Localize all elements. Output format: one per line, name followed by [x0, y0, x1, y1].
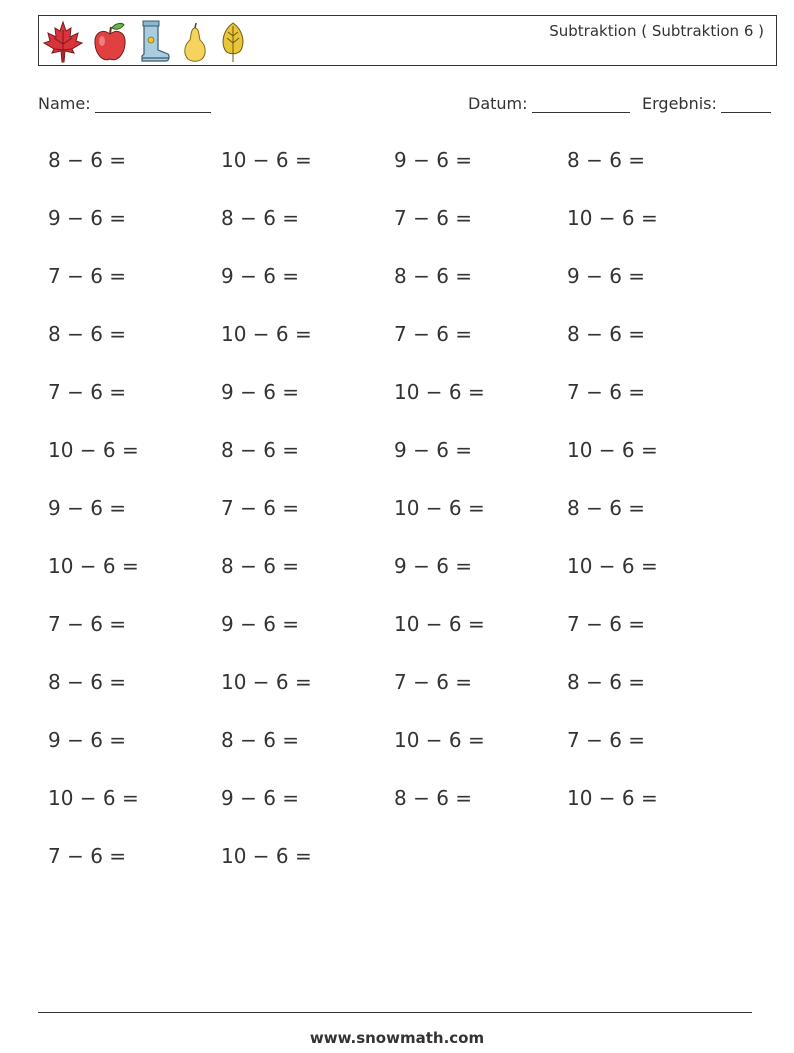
problem-item: 8 − 6 = [48, 670, 127, 694]
problem-item: 10 − 6 = [221, 844, 312, 868]
problem-item: 10 − 6 = [394, 728, 485, 752]
problem-item: 8 − 6 = [221, 554, 300, 578]
problem-item: 10 − 6 = [394, 380, 485, 404]
problem-item: 9 − 6 = [221, 264, 300, 288]
problem-item: 8 − 6 = [48, 148, 127, 172]
problem-item: 10 − 6 = [394, 496, 485, 520]
name-label: Name: [38, 94, 91, 113]
problem-item: 8 − 6 = [48, 322, 127, 346]
problem-item: 10 − 6 = [48, 786, 139, 810]
problem-item: 7 − 6 = [394, 670, 473, 694]
problem-item: 10 − 6 = [221, 322, 312, 346]
problem-item: 9 − 6 = [394, 554, 473, 578]
problem-item: 10 − 6 = [221, 670, 312, 694]
problem-item: 9 − 6 = [394, 438, 473, 462]
problem-item: 8 − 6 = [221, 438, 300, 462]
date-label: Datum: [468, 94, 528, 113]
problem-item: 7 − 6 = [48, 380, 127, 404]
problem-item: 7 − 6 = [221, 496, 300, 520]
problem-item: 9 − 6 = [221, 380, 300, 404]
problem-item: 9 − 6 = [48, 496, 127, 520]
problem-item: 9 − 6 = [48, 206, 127, 230]
problem-item: 8 − 6 = [567, 322, 646, 346]
problem-item: 8 − 6 = [221, 728, 300, 752]
footer-website: www.snowmath.com [309, 1029, 485, 1047]
problem-item: 8 − 6 = [567, 496, 646, 520]
result-label: Ergebnis: [642, 94, 717, 113]
problem-item: 8 − 6 = [567, 670, 646, 694]
problem-item: 7 − 6 = [567, 728, 646, 752]
problem-item: 8 − 6 = [567, 148, 646, 172]
problem-item: 10 − 6 = [567, 786, 658, 810]
problem-item: 10 − 6 = [567, 554, 658, 578]
problem-item: 7 − 6 = [567, 380, 646, 404]
problem-item: 7 − 6 = [48, 612, 127, 636]
problem-item: 7 − 6 = [394, 206, 473, 230]
problem-item: 7 − 6 = [48, 844, 127, 868]
problem-item: 9 − 6 = [221, 786, 300, 810]
worksheet-title: Subtraktion ( Subtraktion 6 ) [549, 22, 764, 40]
problem-item: 9 − 6 = [48, 728, 127, 752]
problem-item: 9 − 6 = [221, 612, 300, 636]
problem-item: 8 − 6 = [394, 786, 473, 810]
footer-divider [38, 1012, 752, 1013]
problem-item: 10 − 6 = [48, 554, 139, 578]
problem-item: 10 − 6 = [394, 612, 485, 636]
problem-item: 10 − 6 = [48, 438, 139, 462]
problem-item: 9 − 6 = [394, 148, 473, 172]
problem-item: 7 − 6 = [394, 322, 473, 346]
problem-item: 10 − 6 = [567, 206, 658, 230]
problem-item: 9 − 6 = [567, 264, 646, 288]
problem-item: 8 − 6 = [394, 264, 473, 288]
problem-item: 10 − 6 = [221, 148, 312, 172]
problem-item: 8 − 6 = [221, 206, 300, 230]
problem-item: 7 − 6 = [567, 612, 646, 636]
problem-item: 10 − 6 = [567, 438, 658, 462]
problem-item: 7 − 6 = [48, 264, 127, 288]
